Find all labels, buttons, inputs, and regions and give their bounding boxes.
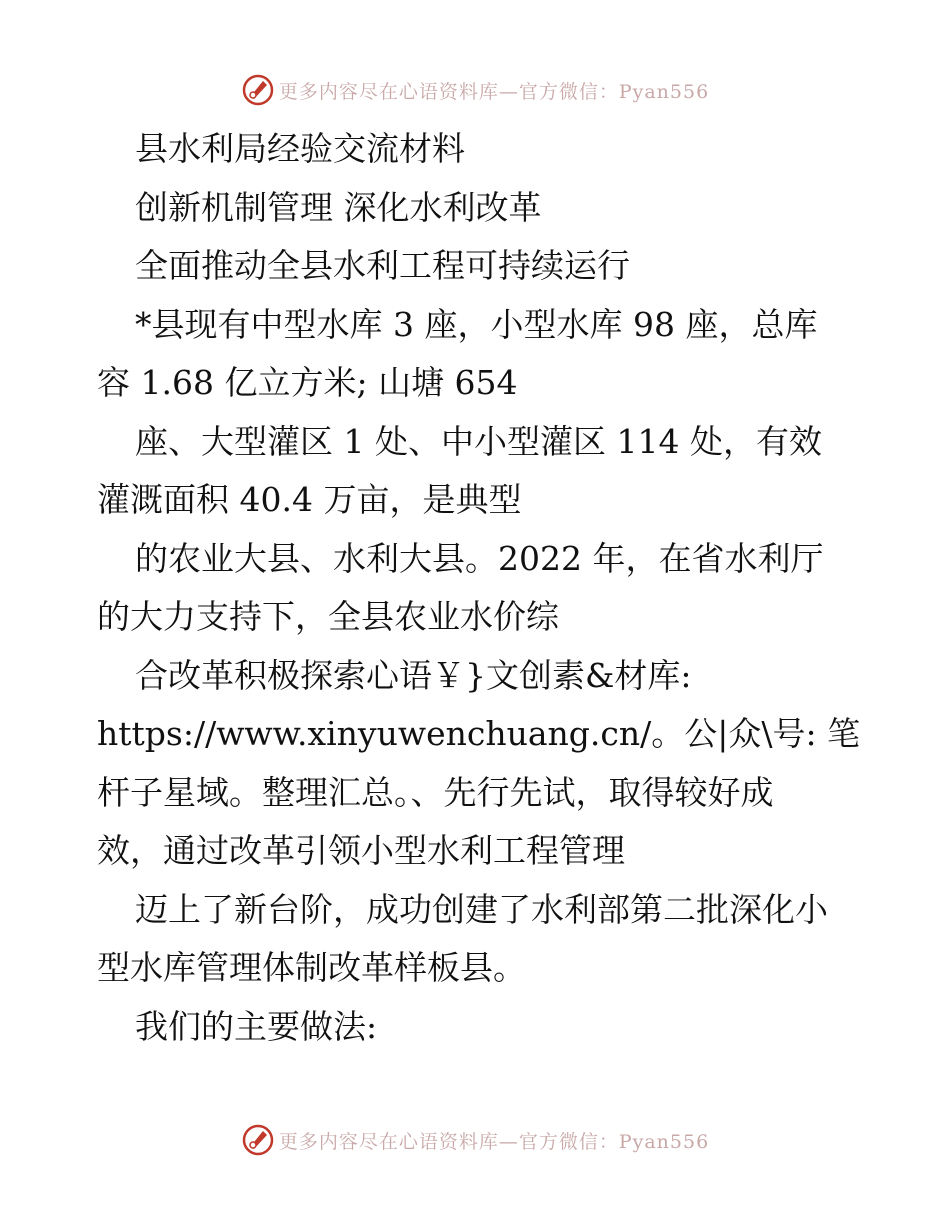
paragraph-line: 的农业大县、水利大县。2022 年，在省水利厅 <box>135 538 824 578</box>
paragraph-line: 我们的主要做法: <box>135 1006 378 1046</box>
doc-subtitle-2: 全面推动全县水利工程可持续运行 <box>135 246 630 285</box>
paragraph-line: https://www.xinyuwenchuang.cn/。公|众\号: 笔 <box>97 714 861 753</box>
header-watermark <box>0 70 950 110</box>
paragraph-line: 迈上了新台阶，成功创建了水利部第二批深化小 <box>135 889 828 929</box>
paragraph-line: 的大力支持下，全县农业水价综 <box>97 597 559 636</box>
paragraph-line: 杆子星域。整理汇总。、先行先试，取得较好成 <box>97 772 774 812</box>
paragraph-line: 合改革积极探索心语￥}文创素&材库: <box>135 655 692 695</box>
doc-title: 县水利局经验交流材料 <box>135 129 465 168</box>
footer-watermark-text: 更多内容尽在心语资料库—官方微信：Pyan556 <box>278 1130 710 1153</box>
paragraph-line: 灌溉面积 40.4 万亩，是典型 <box>97 480 522 519</box>
document-body <box>97 120 861 1056</box>
footer-watermark <box>0 1120 950 1160</box>
paragraph-line: *县现有中型水库 3 座，小型水库 98 座，总库 <box>135 304 818 344</box>
paragraph-line: 座、大型灌区 1 处、中小型灌区 114 处，有效 <box>135 421 822 461</box>
logo-icon <box>241 1123 275 1157</box>
paragraph-line: 型水库管理体制改革样板县。 <box>97 948 526 987</box>
logo-icon <box>241 73 275 107</box>
paragraph-line: 容 1.68 亿立方米; 山塘 654 <box>97 363 518 402</box>
header-watermark-text: 更多内容尽在心语资料库—官方微信：Pyan556 <box>278 80 710 103</box>
doc-subtitle: 创新机制管理 深化水利改革 <box>135 187 542 227</box>
paragraph-line: 效，通过改革引领小型水利工程管理 <box>97 831 625 870</box>
